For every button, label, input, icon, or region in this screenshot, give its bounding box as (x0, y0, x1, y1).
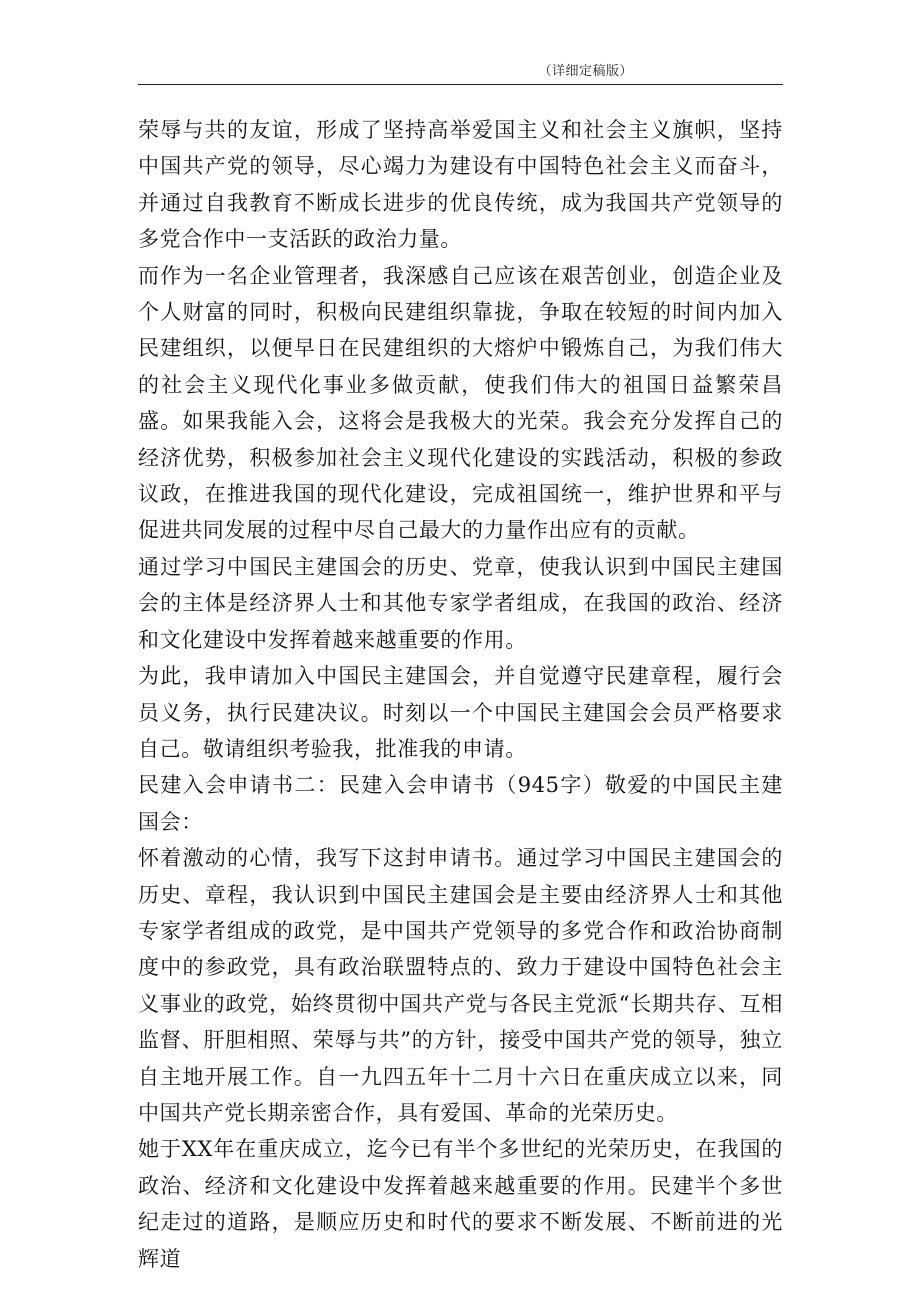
paragraph-application: 为此，我申请加入中国民主建国会，并自觉遵守民建章程，履行会员义务，执行民建决议。时刻以一个中国民主建国会会员严格要求自己。敬请组织考验我，批准我的申请。 (138, 664, 783, 761)
paragraph-motivation: 怀着激动的心情，我写下这封申请书。通过学习中国民主建国会的历史、章程，我认识到中国民主建国会是主要由经济界人士和其他专家学者组成的政党，是中国共产党领导的多党合作和政治协商制度中的参政党，具有政治联盟特点的、致力于建设中国特色社会主义事业的政党，始终贯彻中国共产党与各民主党派“长期共存、互相监督、肝胆相照、荣辱与共”的方针，接受中国共产党的领导，独立自主地开展工作。自一九四五年十二月十六日在重庆成立以来，同中国共产党长期亲密合作，具有爱国、革命的光荣历史。 (138, 846, 783, 1125)
page-header (138, 62, 783, 85)
paragraph-friendship: 荣辱与共的友谊，形成了坚持高举爱国主义和社会主义旗帜，坚持中国共产党的领导，尽心竭力为建设有中国特色社会主义而奋斗，并通过自我教育不断成长进步的优良传统，成为我国共产党领导的多党合作中一支活跃的政治力量。 (138, 118, 783, 252)
document-body (138, 112, 783, 1277)
paragraph-study: 通过学习中国民主建国会的历史、党章，使我认识到中国民主建国会的主体是经济界人士和其他专家学者组成，在我国的政治、经济和文化建设中发挥着越来越重要的作用。 (138, 554, 783, 652)
paragraph-history: 她于XX年在重庆成立，迄今已有半个多世纪的光荣历史，在我国的政治、经济和文化建设中发挥着越来越重要的作用。民建半个多世纪走过的道路，是顺应历史和时代的要求不断发展、不断前进的光辉道 (138, 1137, 783, 1271)
paragraph-manager: 而作为一名企业管理者，我深感自己应该在艰苦创业，创造企业及个人财富的同时，积极向民建组织靠拢，争取在较短的时间内加入民建组织，以便早日在民建组织的大熔炉中锻炼自己，为我们伟大的社会主义现代化事业多做贡献，使我们伟大的祖国日益繁荣昌盛。如果我能入会，这将会是我极大的光荣。我会充分发挥自己的经济优势，积极参加社会主义现代化建设的实践活动，积极的参政议政，在推进我国的现代化建设，完成祖国统一，维护世界和平与促进共同发展的过程中尽自己最大的力量作出应有的贡献。 (138, 263, 783, 543)
paragraph-second-letter-title: 民建入会申请书二：民建入会申请书（945字）敬爱的中国民主建国会： (138, 773, 783, 834)
draft-version-label: （详细定稿版） (538, 64, 633, 79)
